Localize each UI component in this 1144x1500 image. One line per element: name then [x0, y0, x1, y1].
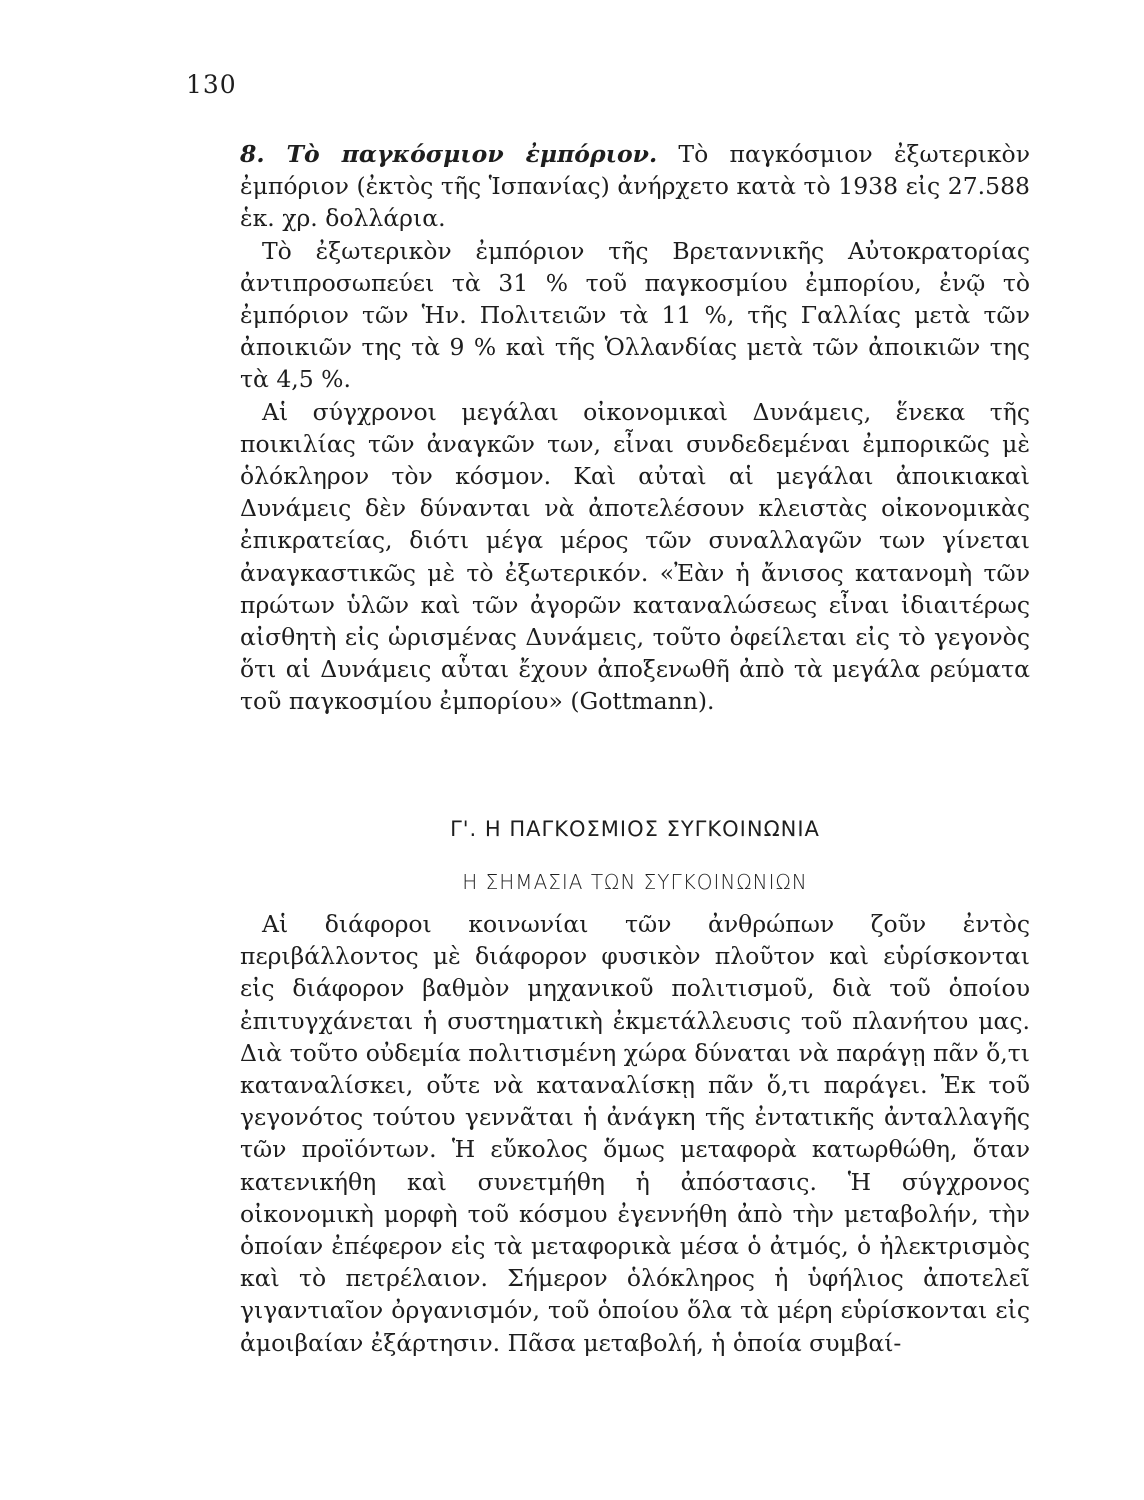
section-gamma-body — [240, 908, 1030, 1359]
section-8-body — [240, 138, 1030, 718]
section-gamma-subheading: Η ΣΗΜΑΣΙΑ ΤΩΝ ΣΥΓΚΟΙΝΩΝΙΩΝ — [462, 870, 808, 894]
page-number: 130 — [186, 70, 237, 99]
section-8-paragraph-2 — [240, 235, 1030, 396]
section-gamma-heading: Γ'. Η ΠΑΓΚΟΣΜΙΟΣ ΣΥΓΚΟΙΝΩΝΙΑ — [450, 817, 820, 841]
paragraph-text: Αἱ διάφοροι κοινωνίαι τῶν ἀνθρώπων ζοῦν ἐντὸς περιβάλλοντος μὲ διάφορον φυσικὸν πλοῦτον καὶ εὑρίσκονται εἰς διάφορον βαθμὸν μηχανικοῦ πολιτισμοῦ, διὰ τοῦ ὁποίου ἐπιτυγχάνεται ἡ συστηματικὴ ἐκμετάλλευσις τοῦ πλανήτου μας. Διὰ τοῦτο οὐδεμία πολιτισμένη χώρα δύναται νὰ παράγῃ πᾶν ὅ,τι καταναλίσκει, οὔτε νὰ καταναλίσκῃ πᾶν ὅ,τι παράγει. Ἐκ τοῦ γεγονότος τούτου γεννᾶται ἡ ἀνάγκη τῆς ἐντατικῆς ἀνταλλαγῆς τῶν προϊόντων. Ἡ εὔκολος ὅμως μεταφορὰ κατωρθώθη, ὅταν κατενικήθη καὶ συνετμήθη ἡ ἀπόστασις. Ἡ σύγχρονος οἰκονομικὴ μορφὴ τοῦ κόσμου ἐγεννήθη ἀπὸ τὴν μεταβολήν, τὴν ὁποίαν ἐπέφερον εἰς τὰ μεταφορικὰ μέσα ὁ ἀτμός, ὁ ἠλεκτρισμὸς καὶ τὸ πετρέλαιον. Σήμερον ὁλόκληρος ἡ ὑφήλιος ἀποτελεῖ γιγαντιαῖον ὀργανισμόν, τοῦ ὁποίου ὅλα τὰ μέρη εὑρίσκονται εἰς ἀμοιβαίαν ἐξάρτησιν. Πᾶσα μεταβολή, ἡ ὁποία συμβαί- — [240, 910, 1030, 1357]
section-8-paragraph-1 — [240, 138, 1030, 235]
section-8-heading: 8. Τὸ παγκόσμιον ἐμπόριον. — [240, 140, 658, 168]
paragraph-text: Αἱ σύγχρονοι μεγάλαι οἰκονομικαὶ Δυνάμεις, ἕνεκα τῆς ποικιλίας τῶν ἀναγκῶν των, εἶναι συνδεδεμέναι ἐμπορικῶς μὲ ὁλόκληρον τὸν κόσμον. Καὶ αὐταὶ αἱ μεγάλαι ἀποικιακαὶ Δυνάμεις δὲν δύνανται νὰ ἀποτελέσουν κλειστὰς οἰκονομικὰς ἐπικρατείας, διότι μέγα μέρος τῶν συναλλαγῶν των γίνεται ἀναγκαστικῶς μὲ τὸ ἐξωτερικόν. «Ἐὰν ἡ ἄνισος κατανομὴ τῶν πρώτων ὑλῶν καὶ τῶν ἀγορῶν καταναλώσεως εἶναι ἰδιαιτέρως αἰσθητὴ εἰς ὡρισμένας Δυνάμεις, τοῦτο ὀφείλεται εἰς τὸ γεγονὸς ὅτι αἱ Δυνάμεις αὗται ἔχουν ἀποξενωθῆ ἀπὸ τὰ μεγάλα ρεύματα τοῦ παγκοσμίου ἐμπορίου» (Gottmann). — [240, 397, 1030, 716]
paragraph-text: Τὸ ἐξωτερικὸν ἐμπόριον τῆς Βρεταννικῆς Αὐτοκρατορίας ἀντιπροσωπεύει τὰ 31 % τοῦ παγκοσμίου ἐμπορίου, ἐνῷ τὸ ἐμπόριον τῶν Ἡν. Πολιτειῶν τὰ 11 %, τῆς Γαλλίας μετὰ τῶν ἀποικιῶν της τὰ 9 % καὶ τῆς Ὁλλανδίας μετὰ τῶν ἀποικιῶν της τὰ 4,5 %. — [240, 236, 1030, 394]
section-8-paragraph-3 — [240, 396, 1030, 718]
paragraph-text: Τὸ παγκόσμιον ἐξωτερικὸν ἐμπόριον (ἐκτὸς τῆς Ἱσπανίας) ἀνήρχετο κατὰ τὸ 1938 εἰς 27.588 ἑκ. χρ. δολλάρια. — [240, 140, 1030, 233]
section-gamma-paragraph — [240, 908, 1030, 1359]
